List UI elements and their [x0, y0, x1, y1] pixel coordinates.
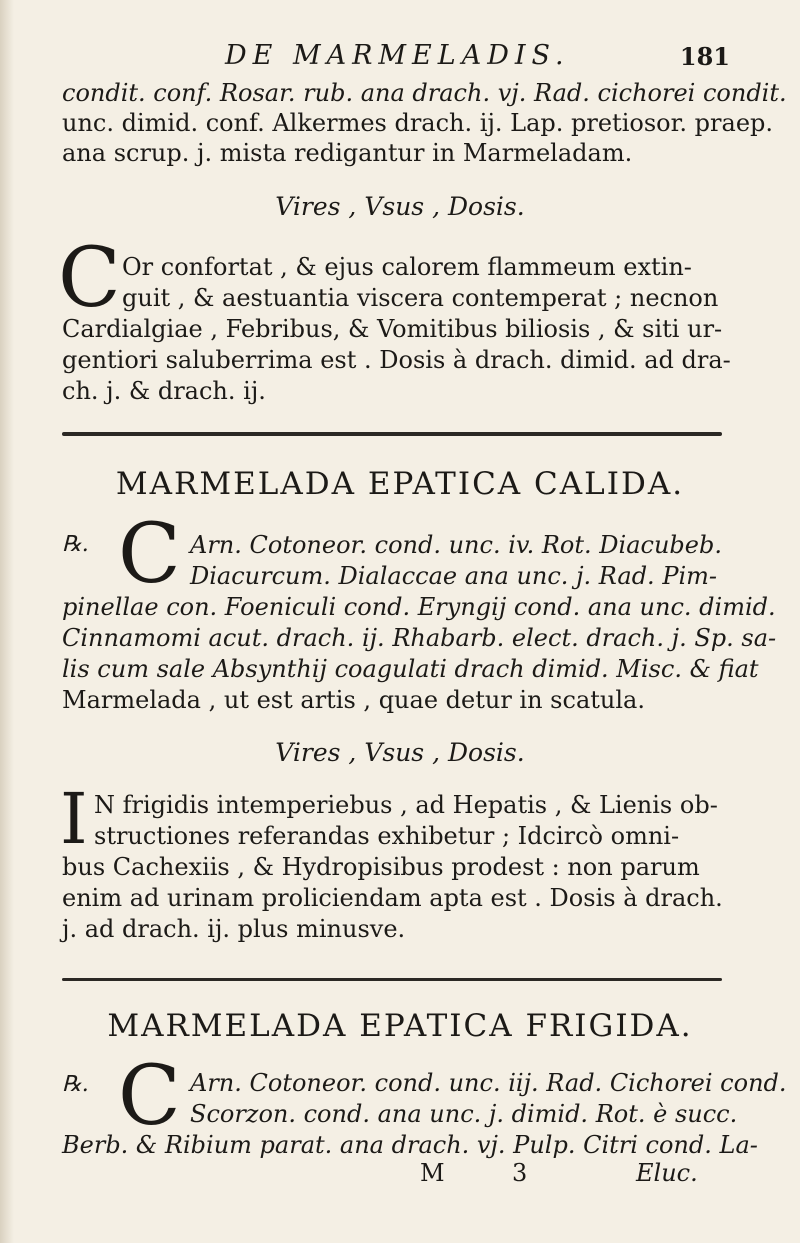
page-gutter-shadow	[0, 0, 14, 1243]
signature-mark: M	[420, 1159, 445, 1187]
drop-cap: C	[118, 507, 181, 602]
intro-line: unc. dimid. conf. Alkermes drach. ij. Lap. pretiosor. praep.	[62, 109, 774, 137]
section-heading: Vires , Vsus , Dosis.	[275, 192, 525, 221]
drop-cap: I	[60, 778, 88, 860]
body-line: enim ad urinam proliciendam apta est . Dosis à drach.	[62, 884, 723, 912]
recipe-line: lis cum sale Absynthij coagulati drach dimid. Misc. & fiat	[62, 655, 759, 683]
page-number: 181	[679, 42, 730, 71]
intro-line: condit. conf. Rosar. rub. ana drach. vj. Rad. cichorei condit.	[62, 79, 787, 107]
recipe-line: Arn. Cotoneor. cond. unc. iv. Rot. Diacubeb.	[190, 531, 722, 559]
body-line: Cardialgiae , Febribus, & Vomitibus biliosis , & siti ur-	[62, 315, 723, 343]
running-head-title: DE MARMELADIS.	[225, 40, 570, 71]
drop-cap: C	[118, 1049, 181, 1144]
recipe-line: Scorzon. cond. ana unc. j. dimid. Rot. è succ.	[190, 1100, 738, 1128]
recipe-line: Cinnamomi acut. drach. ij. Rhabarb. elect. drach. j. Sp. sa-	[62, 624, 777, 652]
body-line: j. ad drach. ij. plus minusve.	[62, 915, 406, 943]
drop-cap: C	[58, 231, 121, 326]
recipe-line: Arn. Cotoneor. cond. unc. iij. Rad. Cichorei cond.	[190, 1069, 787, 1097]
recipe-line: Marmelada , ut est artis , quae detur in scatula.	[62, 686, 645, 714]
signature-number: 3	[512, 1159, 528, 1187]
running-head	[60, 40, 730, 80]
body-line: N frigidis intemperiebus , ad Hepatis , & Lienis ob-	[94, 791, 718, 819]
recipe-line: pinellae con. Foeniculi cond. Eryngij cond. ana unc. dimid.	[62, 593, 776, 621]
body-line: guit , & aestuantia viscera contemperat ; necnon	[122, 284, 719, 312]
recipe-line: Diacurcum. Dialaccae ana unc. j. Rad. Pim-	[190, 562, 718, 590]
body-line: ch. j. & drach. ij.	[62, 377, 266, 405]
body-line: Or confortat , & ejus calorem flammeum extin-	[122, 253, 692, 281]
recipe-mark: ℞.	[62, 1072, 89, 1097]
catchword: Eluc.	[636, 1159, 698, 1187]
recipe-mark: ℞.	[62, 532, 89, 557]
body-line: gentiori saluberrima est . Dosis à drach. dimid. ad dra-	[62, 346, 731, 374]
recipe-line: Berb. & Ribium parat. ana drach. vj. Pulp. Citri cond. La-	[62, 1131, 758, 1159]
body-line: bus Cachexiis , & Hydropisibus prodest : non parum	[62, 853, 700, 881]
recipe-title: MARMELADA EPATICA CALIDA.	[115, 466, 685, 502]
horizontal-rule	[62, 978, 722, 981]
horizontal-rule	[62, 432, 722, 436]
intro-line: ana scrup. j. mista redigantur in Marmeladam.	[62, 139, 633, 167]
section-heading: Vires , Vsus , Dosis.	[275, 738, 525, 767]
recipe-title: MARMELADA EPATICA FRIGIDA.	[107, 1008, 693, 1044]
body-line: structiones referandas exhibetur ; Idcircò omni-	[94, 822, 680, 850]
